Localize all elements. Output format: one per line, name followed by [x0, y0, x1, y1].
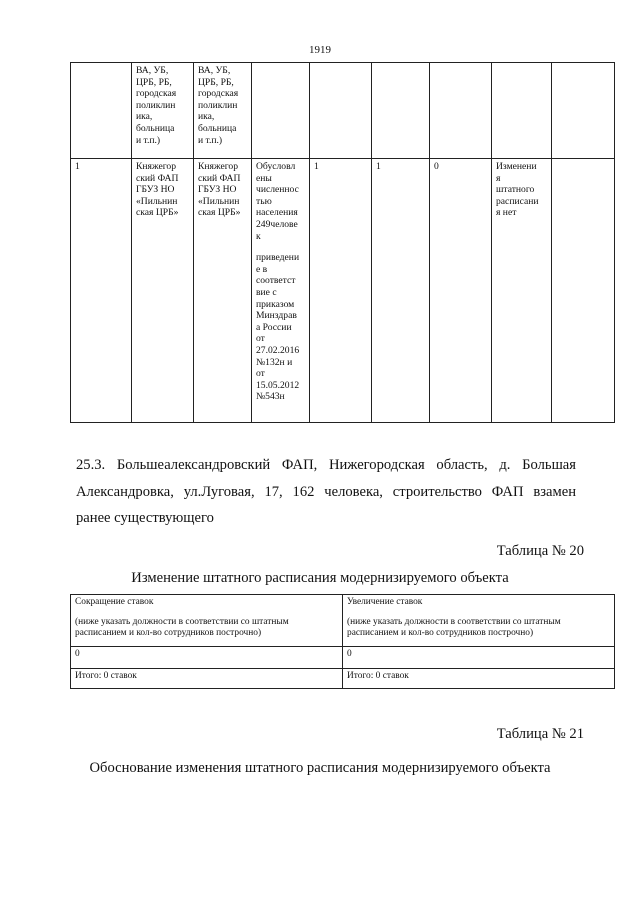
table-21-title: Обоснование изменения штатного расписания модернизируемого объекта: [89, 760, 551, 776]
top-table: [70, 62, 615, 423]
table-cell: [492, 63, 552, 159]
section-line: Александровка, ул.Луговая, 17, 162 человека, строительство ФАП взамен: [76, 483, 576, 500]
reduction-note: (ниже указать должности в соответствии со штатным расписанием и кол-во сотрудников построчно): [75, 616, 289, 638]
table-20-title: Изменение штатного расписания модернизируемого объекта: [131, 570, 509, 586]
section-line: 25.3. Большеалександровский ФАП, Нижегородская область, д. Большая: [76, 457, 576, 473]
table-cell: Изменени я штатного расписани я нет: [492, 159, 552, 423]
table-cell: [71, 63, 132, 159]
table-cell: ВА, УБ, ЦРБ, РБ, городская поликлин ика, больница и т.п.): [194, 63, 252, 159]
table-21-label: Таблица № 21: [496, 726, 584, 742]
section-paragraph: [76, 452, 576, 532]
table-cell: [252, 63, 310, 159]
table-cell: Княжегор ский ФАП ГБУЗ НО «Пильнин ская ЦРБ»: [132, 159, 194, 423]
table-cell: 1: [71, 159, 132, 423]
reduction-header: Сокращение ставок: [75, 597, 154, 607]
table-cell: [372, 63, 430, 159]
table-row: [71, 647, 615, 669]
table-20-label: Таблица № 20: [496, 543, 584, 559]
page-number: 1919: [309, 44, 331, 56]
table-cell: Итого: 0 ставок: [343, 669, 615, 689]
table-row: [71, 159, 615, 423]
staff-change-table: [70, 594, 615, 689]
table-cell: [552, 159, 615, 423]
table-cell: [430, 63, 492, 159]
section-line: ранее существующего: [76, 510, 214, 526]
table-cell: 1: [372, 159, 430, 423]
table-cell: [71, 595, 343, 647]
table-cell: Итого: 0 ставок: [71, 669, 343, 689]
table-cell: [343, 595, 615, 647]
increase-note: (ниже указать должности в соответствии со штатным расписанием и кол-во сотрудников построчно): [347, 616, 561, 638]
table-cell: 1: [310, 159, 372, 423]
table-cell: Обусловл ены численнос тью населения 249челове к приведени е в соответст вие с приказом Минздрав а России от 27.02.2016 №132н и от 15.05.2012 №543н: [252, 159, 310, 423]
table-row: [71, 595, 615, 647]
table-cell: [552, 63, 615, 159]
table-row: [71, 669, 615, 689]
table-cell: Княжегор ский ФАП ГБУЗ НО «Пильнин ская ЦРБ»: [194, 159, 252, 423]
table-cell: [310, 63, 372, 159]
table-cell: 0: [343, 647, 615, 669]
table-cell: 0: [430, 159, 492, 423]
increase-header: Увеличение ставок: [347, 597, 423, 607]
table-cell: 0: [71, 647, 343, 669]
table-row: [71, 63, 615, 159]
table-cell: ВА, УБ, ЦРБ, РБ, городская поликлин ика, больница и т.п.): [132, 63, 194, 159]
